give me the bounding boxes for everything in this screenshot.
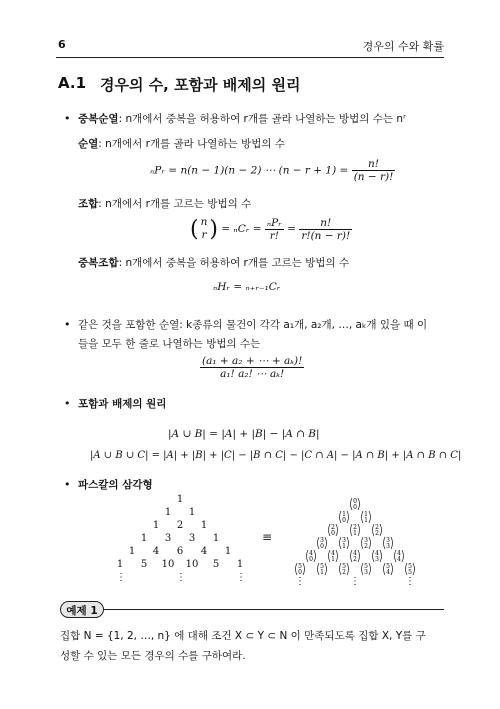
comb-line: [78, 196, 251, 211]
binom-top: 5: [408, 563, 412, 570]
header-rule: [56, 57, 444, 58]
pascal-number: 10: [161, 559, 175, 570]
binom-top: 4: [309, 550, 313, 557]
binom-bottom: 0: [342, 517, 346, 524]
comb-formula: ( n r ) = ₙCᵣ = $\frac{\text{ₙPᵣ}}{r!}$ = $\frac{n!}{r!(n - r)!}$: [190, 216, 351, 242]
comb-fraction-2: [299, 217, 352, 242]
pascal-number: 1: [176, 494, 184, 505]
pascal-number: 1: [224, 546, 232, 557]
comb-fraction-1: [265, 217, 284, 242]
pascal-triangle-binomials: [280, 494, 430, 586]
example-rule: [104, 609, 444, 610]
binom-bottom: 3: [386, 543, 390, 550]
binom-bottom: 3: [375, 556, 379, 563]
binom-bottom: 2: [375, 530, 379, 537]
binom-bottom: 0: [320, 543, 324, 550]
binom-top: 5: [386, 563, 390, 570]
pascal-number: 1: [200, 520, 208, 531]
pascal-vdots: ⋮: [116, 572, 126, 583]
multiset-line-2: 들을 모두 한 줄로 나열하는 방법의 수는: [78, 338, 261, 350]
binom-top: 3: [342, 537, 346, 544]
binom-top: 3: [364, 537, 368, 544]
section-number: A.1: [58, 74, 87, 92]
multiset-fraction: [200, 355, 304, 380]
binom-top: 3: [320, 537, 324, 544]
binom-top: 1: [342, 511, 346, 518]
binom-coefficient: [340, 537, 349, 550]
pascal-vdots: ⋮: [236, 572, 246, 583]
binom-top: 0: [353, 498, 357, 505]
comb-mid: = ₙCᵣ =: [221, 223, 262, 235]
binom-bottom: 1: [353, 530, 357, 537]
pascal-number: 1: [140, 533, 148, 544]
binom-coefficient: [351, 524, 360, 537]
pascal-number: 1: [236, 559, 244, 570]
rep-comb-line: [78, 255, 349, 270]
rep-comb-text: : n개에서 중복을 허용하여 r개를 고르는 방법의 수: [118, 257, 350, 269]
binom-coefficient: [318, 537, 327, 550]
example-line-1: 집합 N = {1, 2, …, n} 에 대해 조건 X ⊂ Y ⊂ N 이 만족되도록 집합 X, Y를 구: [60, 630, 426, 642]
perm-fraction: [352, 158, 396, 183]
binom-bottom: 0: [298, 569, 302, 576]
ie-formula-2: |A ∪ B ∪ C| = |A| + |B| + |C| − |B ∩ C| − |C ∩ A| − |A ∩ B| + |A ∩ B ∩ C|: [90, 450, 462, 461]
comb-binom-top: n: [200, 216, 208, 228]
binom-coefficient: [373, 524, 382, 537]
binom-top: 1: [364, 511, 368, 518]
binom-bottom: 4: [397, 556, 401, 563]
binom-top: 5: [298, 563, 302, 570]
comb-binom: [199, 216, 210, 242]
binom-coefficient: [395, 550, 404, 563]
comb-frac1-den: r!: [269, 229, 279, 242]
binom-coefficient: [351, 498, 360, 511]
binom-coefficient: [362, 537, 371, 550]
binom-coefficient: [351, 550, 360, 563]
pascal-number: 10: [185, 559, 199, 570]
perm-line: [78, 136, 285, 151]
perm-label: 순열: [78, 138, 99, 150]
perm-formula-left: ₙPᵣ = n(n − 1)(n − 2) ⋯ (n − r + 1) =: [150, 164, 349, 177]
binom-coefficient: [307, 550, 316, 563]
binom-coefficient: [329, 550, 338, 563]
equivalence-sign: ≡: [262, 530, 273, 544]
bullet-icon: •: [64, 397, 71, 410]
binom-coefficient: [373, 550, 382, 563]
pascal-number: 2: [176, 520, 184, 531]
binom-bottom: 2: [342, 569, 346, 576]
binom-top: 5: [364, 563, 368, 570]
binom-top: 4: [375, 550, 379, 557]
rep-perm-label: 중복순열: [78, 113, 119, 125]
binom-vdots: ⋮: [350, 576, 360, 586]
binom-bottom: 3: [364, 569, 368, 576]
multiset-line-1: 같은 것을 포함한 순열: k종류의 물건이 각각 a₁개, a₂개, …, aₖ개 있을 때 이: [78, 319, 428, 331]
perm-formula: [150, 158, 395, 183]
bullet-icon: •: [64, 112, 71, 125]
page-number: 6: [58, 38, 66, 51]
pascal-number: 1: [128, 546, 136, 557]
pascal-number: 6: [176, 546, 184, 557]
pascal-number: 5: [212, 559, 220, 570]
pascal-number: 4: [152, 546, 160, 557]
comb-frac1-num: ₙPᵣ: [266, 216, 282, 229]
binom-bottom: 0: [353, 504, 357, 511]
pascal-number: 1: [164, 507, 172, 518]
pascal-number: 4: [200, 546, 208, 557]
binom-top: 2: [353, 524, 357, 531]
binom-top: 4: [397, 550, 401, 557]
binom-top: 2: [375, 524, 379, 531]
binom-top: 5: [320, 563, 324, 570]
perm-text: : n개에서 r개를 골라 나열하는 방법의 수: [98, 138, 285, 150]
perm-frac-num: n!: [352, 158, 396, 171]
pascal-title: 파스칼의 삼각형: [78, 479, 153, 491]
comb-frac2-num: n!: [299, 217, 352, 230]
pascal-number: 3: [164, 533, 172, 544]
binom-coefficient: [296, 563, 305, 576]
binom-vdots: ⋮: [295, 576, 305, 586]
binom-coefficient: [406, 563, 415, 576]
binom-bottom: 1: [364, 517, 368, 524]
multiset-num: (a₁ + a₂ + ⋯ + aₖ)!: [202, 355, 303, 367]
rep-perm-line: [78, 111, 406, 126]
pascal-vdots: ⋮: [176, 572, 186, 583]
binom-top: 2: [331, 524, 335, 531]
multiset-formula: [200, 355, 304, 380]
bullet-icon: •: [64, 318, 71, 331]
comb-eq: =: [287, 223, 296, 235]
binom-bottom: 4: [386, 569, 390, 576]
binom-coefficient: [362, 563, 371, 576]
rep-perm-text: : n개에서 중복을 허용하여 r개를 골라 나열하는 방법의 수는 nʳ: [118, 113, 406, 125]
binom-coefficient: [318, 563, 327, 576]
comb-frac2-den: r!(n − r)!: [301, 229, 351, 242]
binom-bottom: 2: [353, 556, 357, 563]
binom-bottom: 0: [331, 530, 335, 537]
binom-bottom: 2: [364, 543, 368, 550]
binom-coefficient: [329, 524, 338, 537]
section-title: 경우의 수, 포함과 배제의 원리: [100, 76, 301, 94]
pascal-number: 1: [188, 507, 196, 518]
running-title: 경우의 수와 확률: [362, 40, 444, 53]
binom-bottom: 1: [331, 556, 335, 563]
bullet-icon: •: [64, 478, 71, 491]
binom-coefficient: [362, 511, 371, 524]
example-line-2: 성할 수 있는 모든 경우의 수를 구하여라.: [60, 650, 246, 662]
perm-frac-den: (n − r)!: [353, 171, 394, 183]
binom-top: 4: [353, 550, 357, 557]
ie-formula-1: |A ∪ B| = |A| + |B| − |A ∩ B|: [168, 428, 320, 440]
binom-top: 5: [342, 563, 346, 570]
binom-top: 4: [331, 550, 335, 557]
rep-comb-formula: ₙHᵣ = ₙ₊ᵣ₋₁Cᵣ: [213, 281, 281, 293]
multiset-den: a₁! a₂! ⋯ aₖ!: [220, 368, 285, 380]
pascal-number: 3: [188, 533, 196, 544]
binom-bottom: 1: [320, 569, 324, 576]
binom-bottom: 5: [408, 569, 412, 576]
binom-top: 3: [386, 537, 390, 544]
binom-bottom: 0: [309, 556, 313, 563]
pascal-number: 1: [152, 520, 160, 531]
pascal-number: 5: [140, 559, 148, 570]
rep-comb-label: 중복조합: [78, 257, 119, 269]
binom-coefficient: [384, 537, 393, 550]
binom-bottom: 1: [342, 543, 346, 550]
binom-coefficient: [340, 563, 349, 576]
pascal-triangle-numbers: [110, 494, 250, 586]
binom-coefficient: [340, 511, 349, 524]
pascal-number: 1: [116, 559, 124, 570]
pascal-number: 1: [212, 533, 220, 544]
comb-label: 조합: [78, 198, 99, 210]
comb-binom-bot: r: [201, 229, 207, 241]
ie-title: 포함과 배제의 원리: [78, 398, 167, 410]
binom-coefficient: [384, 563, 393, 576]
binom-vdots: ⋮: [405, 576, 415, 586]
example-label: 예제 1: [66, 605, 98, 617]
comb-text: : n개에서 r개를 고르는 방법의 수: [98, 198, 252, 210]
